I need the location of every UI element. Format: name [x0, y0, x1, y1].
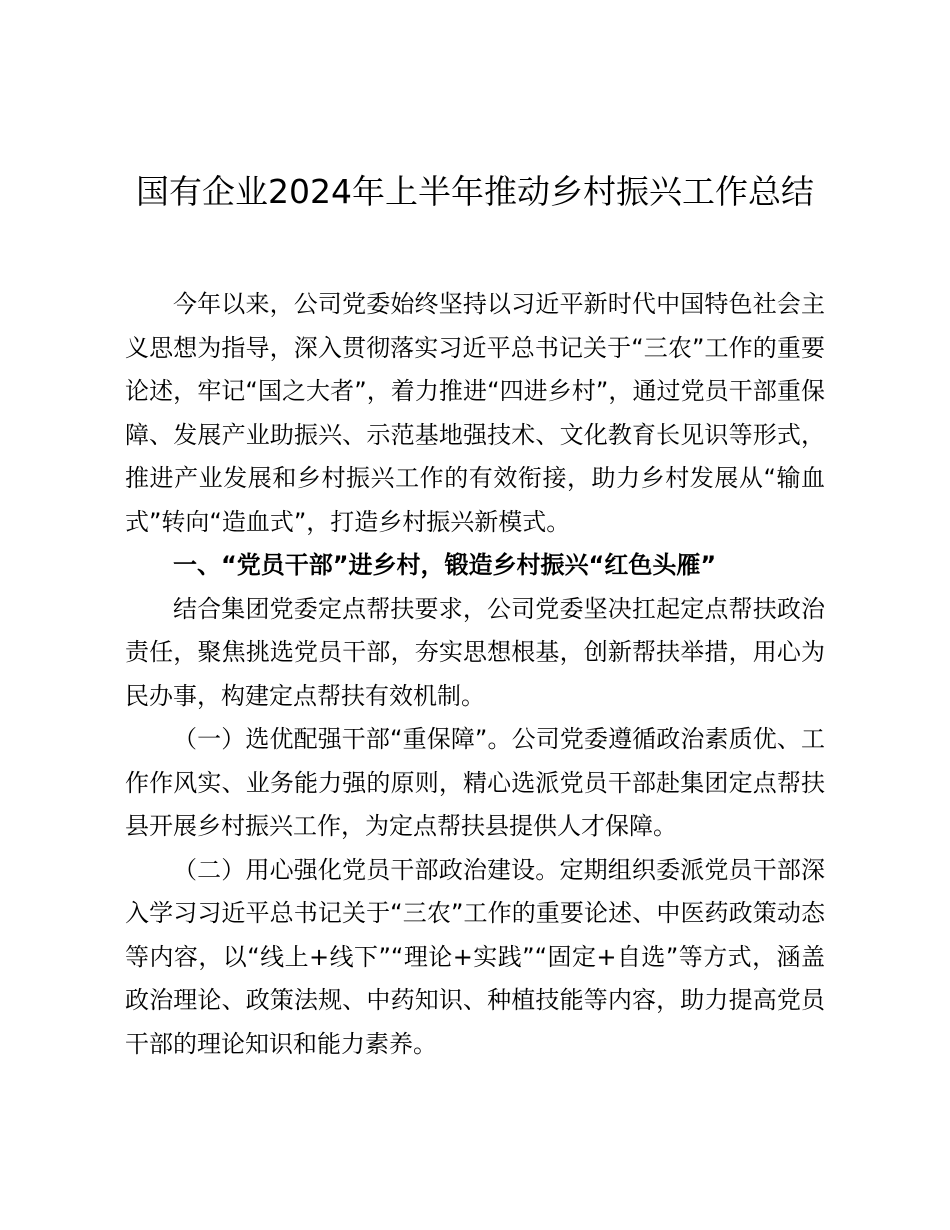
subsection-paragraph: （二）用心强化党员干部政治建设。定期组织委派党员干部深入学习习近平总书记关于“三农”工作的重要论述、中医药政策动态等内容，以“线上+线下”“理论+实践”“固定+自选”等方式，涵盖政治理论、政策法规、中药知识、种植技能等内容，助力提高党员干部的理论知识和能力素养。 [125, 855, 825, 1058]
section-paragraph: 结合集团党委定点帮扶要求，公司党委坚决扛起定点帮扶政治责任，聚焦挑选党员干部，夯实思想根基，创新帮扶举措，用心为民办事，构建定点帮扶有效机制。 [125, 594, 825, 710]
intro-paragraph: 今年以来，公司党委始终坚持以习近平新时代中国特色社会主义思想为指导，深入贯彻落实习近平总书记关于“三农”工作的重要论述，牢记“国之大者”，着力推进“四进乡村”，通过党员干部重保障、发展产业助振兴、示范基地强技术、文化教育长见识等形式，推进产业发展和乡村振兴工作的有效衔接，助力乡村发展从“输血式”转向“造血式”，打造乡村振兴新模式。 [125, 290, 825, 536]
section-heading: 一、“党员干部”进乡村，锻造乡村振兴“红色头雁” [173, 551, 717, 579]
document-body [125, 283, 825, 1066]
subsection-paragraph: （一）选优配强干部“重保障”。公司党委遵循政治素质优、工作作风实、业务能力强的原则，精心选派党员干部赴集团定点帮扶县开展乡村振兴工作，为定点帮扶县提供人才保障。 [125, 725, 825, 840]
document-title: 国有企业2024年上半年推动乡村振兴工作总结 [136, 172, 814, 211]
